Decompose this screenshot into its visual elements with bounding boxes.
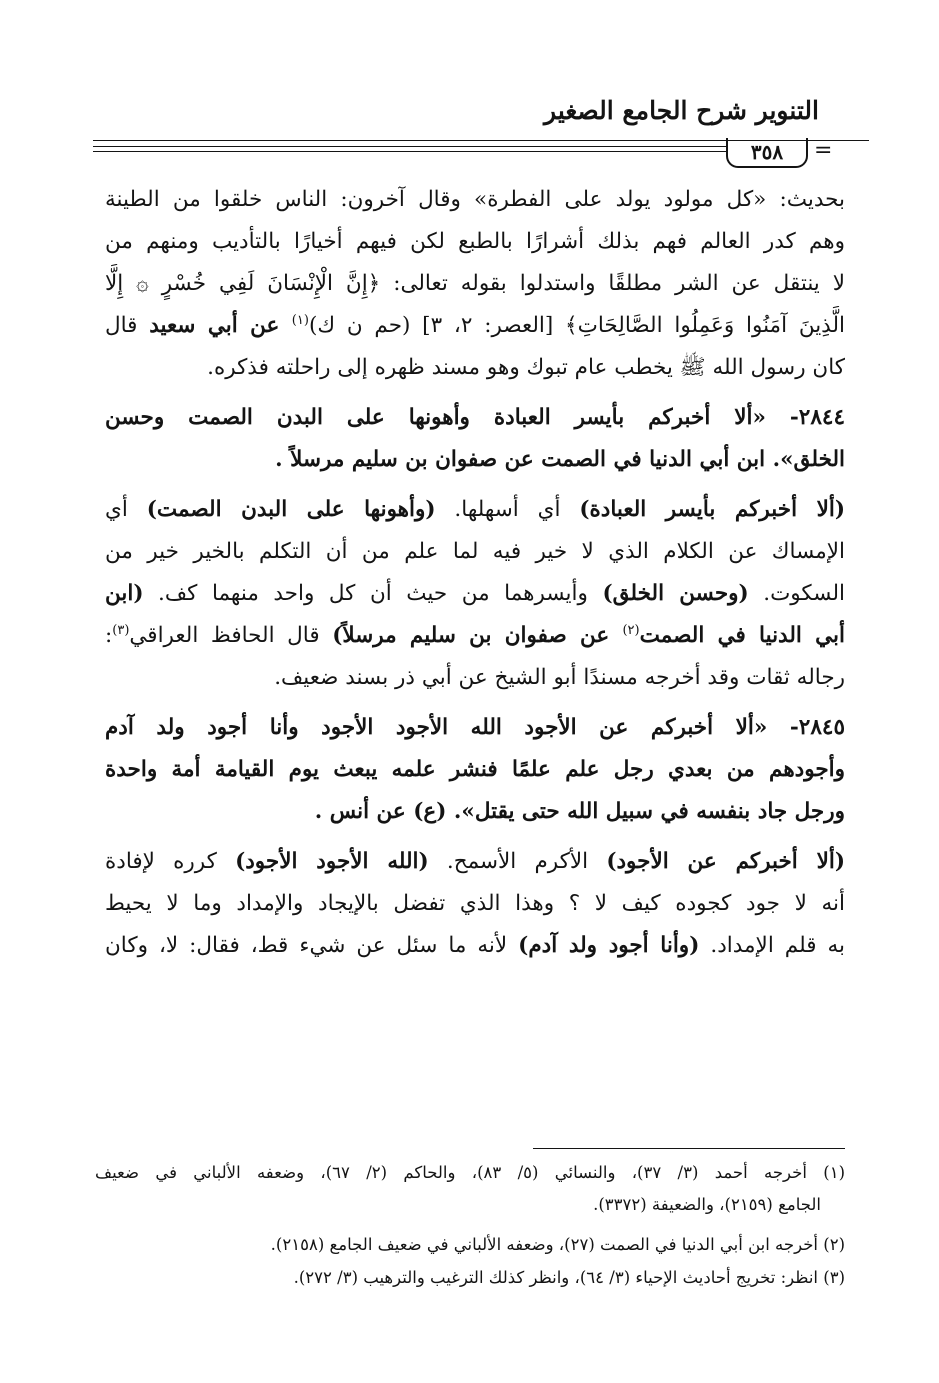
hadith-text: ٢٨٤٥- «ألا أخبركم عن الأجود الله الأجود الأجود وأنا أجود ولد آدم — [105, 715, 845, 740]
text-line: وهم كدر العالم فهم بذلك أشرارًا بالطبع لكن فيهم أخيارًا بالتأديب ومنهم من — [105, 229, 845, 254]
text-line — [105, 574, 845, 614]
footnote-3: (٣) انظر: تخريج أحاديث الإحياء (٣/ ٦٤)، وانظر كذلك الترغيب والترهيب (٣/ ٢٧٢). — [293, 1268, 845, 1287]
footnote-ref: (١) — [291, 312, 309, 328]
text-fragment: الأكرم الأسمح. — [428, 849, 607, 874]
text-line: بحديث: «كل مولود يولد على الفطرة» وقال آخرون: الناس خلقوا من الطينة — [105, 187, 845, 212]
text-fragment: لأنه ما سئل عن شيء قط، فقال: لا، وكان — [105, 933, 519, 958]
text-line — [105, 616, 845, 656]
running-header-title: التنوير شرح الجامع الصغير — [544, 96, 819, 125]
text-line — [105, 926, 845, 966]
text-line: الإمساك عن الكلام الذي لا خير فيه لما علم من أن التكلم بالخير خير من — [105, 539, 845, 564]
quran-verse: الَّذِينَ آمَنُوا وَعَمِلُوا الصَّالِحَاتِ﴾ [العصر: ٢، ٣] (حم ن ك) — [308, 313, 845, 338]
text-fragment: قال الحافظ العراقي — [129, 623, 333, 648]
quoted-phrase: (الله الأجود الأجود) — [235, 849, 429, 874]
footnote-separator — [533, 1148, 845, 1149]
footnote-1: (١) أخرجه أحمد (٣/ ٣٧)، والنسائي (٥/ ٨٣)، والحاكم (٢/ ٦٧)، وضعفه الألباني في ضعيف — [95, 1163, 845, 1182]
hadith-text: وأجودهم من بعدي رجل علم علمًا فنشر علمه يبعث يوم القيامة أمة واحدة — [105, 757, 845, 782]
text-line — [105, 842, 845, 882]
text-line: رجاله ثقات وقد أخرجه مسندًا أبو الشيخ عن أبي ذر بسند ضعيف. — [274, 665, 845, 690]
page-number: ٣٥٨ — [726, 138, 808, 168]
text-line — [105, 490, 845, 530]
footnote-ref: (٢) — [622, 622, 640, 638]
header-rule-bottom — [93, 151, 726, 152]
quoted-phrase: عن صفوان بن سليم مرسلاً) — [332, 623, 623, 648]
text-fragment: أي أسهلها. — [435, 497, 580, 522]
footnote-1-continued: الجامع (٢١٥٩)، والضعيفة (٣٣٧٢). — [593, 1195, 821, 1214]
hadith-text: ٢٨٤٤- «ألا أخبركم بأيسر العبادة وأهونها على البدن الصمت وحسن — [105, 405, 845, 430]
text-line: لا ينتقل عن الشر مطلقًا واستدلوا بقوله تعالى: ﴿إِنَّ الْإِنْسَانَ لَفِي خُسْرٍ ۞ إِلَّا — [105, 271, 845, 296]
page-number-mark: = — [814, 138, 833, 163]
footnote-ref: (٣) — [112, 622, 130, 638]
quoted-phrase: (وحسن الخلق) — [602, 581, 749, 606]
header-rule-middle — [93, 146, 726, 147]
text-line: كان رسول الله ﷺ يخطب عام تبوك وهو مسند ظهره إلى راحلته فذكره. — [207, 355, 845, 380]
quoted-phrase: (ألا أخبركم بأيسر العبادة) — [579, 497, 845, 522]
text-fragment: وأيسرهما من حيث أن كل واحد منهما كف. — [143, 581, 603, 606]
text-fragment: كرره لإفادة — [105, 849, 236, 874]
text-line — [105, 306, 845, 346]
quoted-phrase: أبي الدنيا في الصمت — [639, 623, 845, 648]
text-fragment: قال — [105, 313, 150, 338]
quoted-phrase: (وأهونها على البدن الصمت) — [146, 497, 436, 522]
narrator: عن أبي سعيد — [149, 313, 292, 338]
text-fragment: السكوت. — [748, 581, 845, 606]
hadith-text: ورجل جاد بنفسه في سبيل الله حتى يقتل». (ع) عن أنس . — [314, 799, 845, 824]
text-fragment: : — [105, 623, 113, 648]
text-fragment: به قلم الإمداد. — [699, 933, 845, 958]
footnote-2: (٢) أخرجه ابن أبي الدنيا في الصمت (٢٧)، وضعفه الألباني في ضعيف الجامع (٢١٥٨). — [270, 1235, 845, 1254]
text-fragment: أي — [105, 497, 147, 522]
quoted-phrase: (وأنا أجود ولد آدم) — [518, 933, 700, 958]
quoted-phrase: (ألا أخبركم عن الأجود) — [606, 849, 845, 874]
quoted-phrase: (ابن — [105, 581, 144, 606]
text-line: أنه لا جود كجوده كيف لا ؟ وهذا الذي تفضل بالإيجاد والإمداد وما لا يحيط — [105, 891, 845, 916]
hadith-text: الخلق». ابن أبي الدنيا في الصمت عن صفوان بن سليم مرسلاً . — [275, 447, 845, 472]
